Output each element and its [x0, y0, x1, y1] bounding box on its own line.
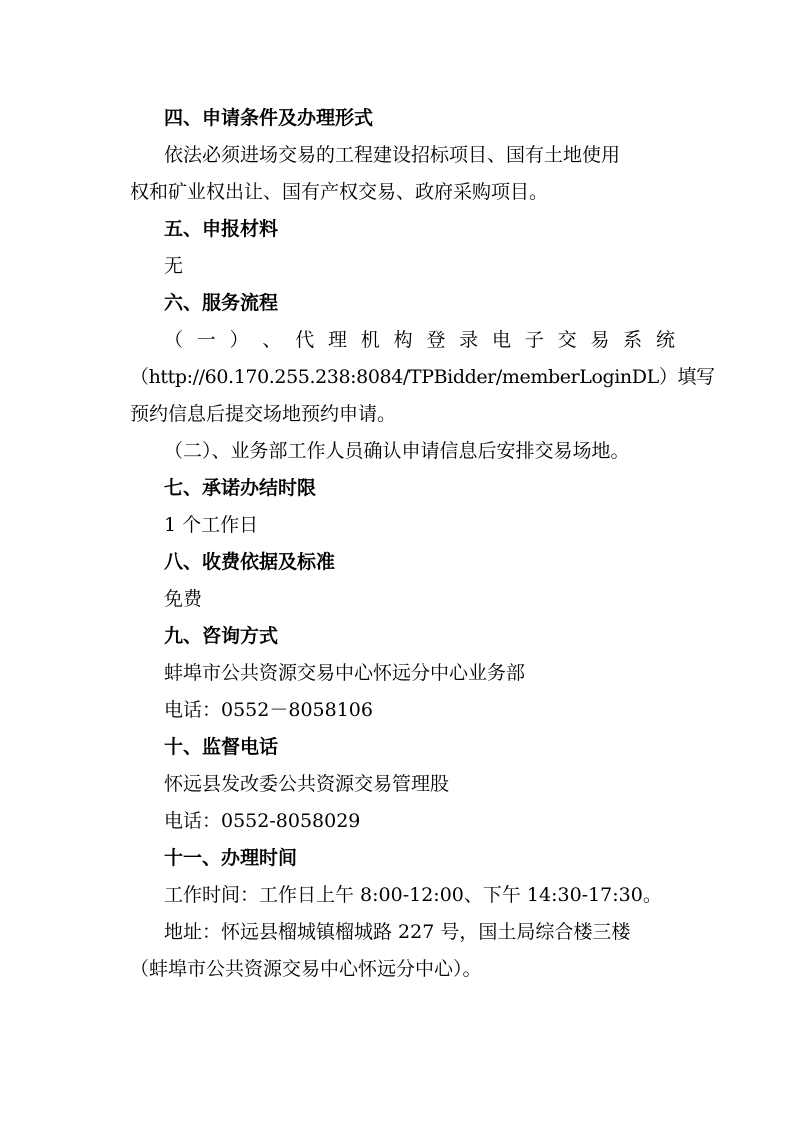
- section-9-heading: 九、咨询方式: [164, 625, 279, 647]
- step-1-char: 理: [327, 329, 347, 351]
- step-1-char: 易: [590, 329, 610, 351]
- step-1-char: 交: [557, 329, 577, 351]
- section-4-body-line-2: 权和矿业权出让、国有产权交易、政府采购项目。: [130, 181, 549, 203]
- step-1-char: 一: [196, 329, 216, 351]
- section-4-heading: 四、申请条件及办理形式: [164, 107, 374, 129]
- section-9-body-line-1: 蚌埠市公共资源交易中心怀远分中心业务部: [164, 662, 526, 684]
- section-10-heading: 十、监督电话: [164, 736, 279, 758]
- section-6-step-1-url-line: （http://60.170.255.238:8084/TPBidder/memberLoginDL）填写: [130, 366, 715, 388]
- section-7-body: 1 个工作日: [164, 514, 259, 536]
- step-1-char: 统: [655, 329, 675, 351]
- section-6-heading: 六、服务流程: [164, 292, 279, 314]
- section-11-heading: 十一、办理时间: [164, 847, 298, 869]
- step-1-char: 、: [262, 329, 282, 351]
- section-6-step-1-line-3: 预约信息后提交场地预约申请。: [130, 403, 397, 425]
- step-1-char: 机: [360, 329, 380, 351]
- section-10-body-line-1: 怀远县发改委公共资源交易管理股: [164, 773, 450, 795]
- section-9-phone: 电话：0552－8058106: [164, 699, 373, 721]
- step-1-char: 电: [491, 329, 511, 351]
- step-1-char: 登: [426, 329, 446, 351]
- step-1-char: （: [164, 329, 184, 351]
- section-8-body: 免费: [164, 588, 203, 610]
- section-11-address-note: （蚌埠市公共资源交易中心怀远分中心）。: [130, 958, 482, 980]
- step-1-char: 代: [295, 329, 315, 351]
- section-8-heading: 八、收费依据及标准: [164, 551, 336, 573]
- section-10-phone: 电话：0552-8058029: [164, 810, 361, 832]
- section-11-hours: 工作时间：工作日上午 8:00-12:00、下午 14:30-17:30。: [164, 884, 662, 906]
- step-1-char: ）: [229, 329, 249, 351]
- section-7-heading: 七、承诺办结时限: [164, 477, 317, 499]
- step-1-char: 录: [459, 329, 479, 351]
- section-4-body-line-1: 依法必须进场交易的工程建设招标项目、国有土地使用: [164, 144, 621, 166]
- step-1-char: 系: [623, 329, 643, 351]
- section-11-address: 地址：怀远县榴城镇榴城路 227 号，国土局综合楼三楼: [164, 921, 631, 943]
- section-6-step-1-line-1: [130, 322, 675, 359]
- section-5-heading: 五、申报材料: [164, 218, 279, 240]
- section-6-step-2: （二）、业务部工作人员确认申请信息后安排交易场地。: [164, 440, 630, 462]
- step-1-char: 子: [524, 329, 544, 351]
- step-1-char: 构: [393, 329, 413, 351]
- document-content: [130, 100, 715, 988]
- section-5-body: 无: [164, 255, 184, 277]
